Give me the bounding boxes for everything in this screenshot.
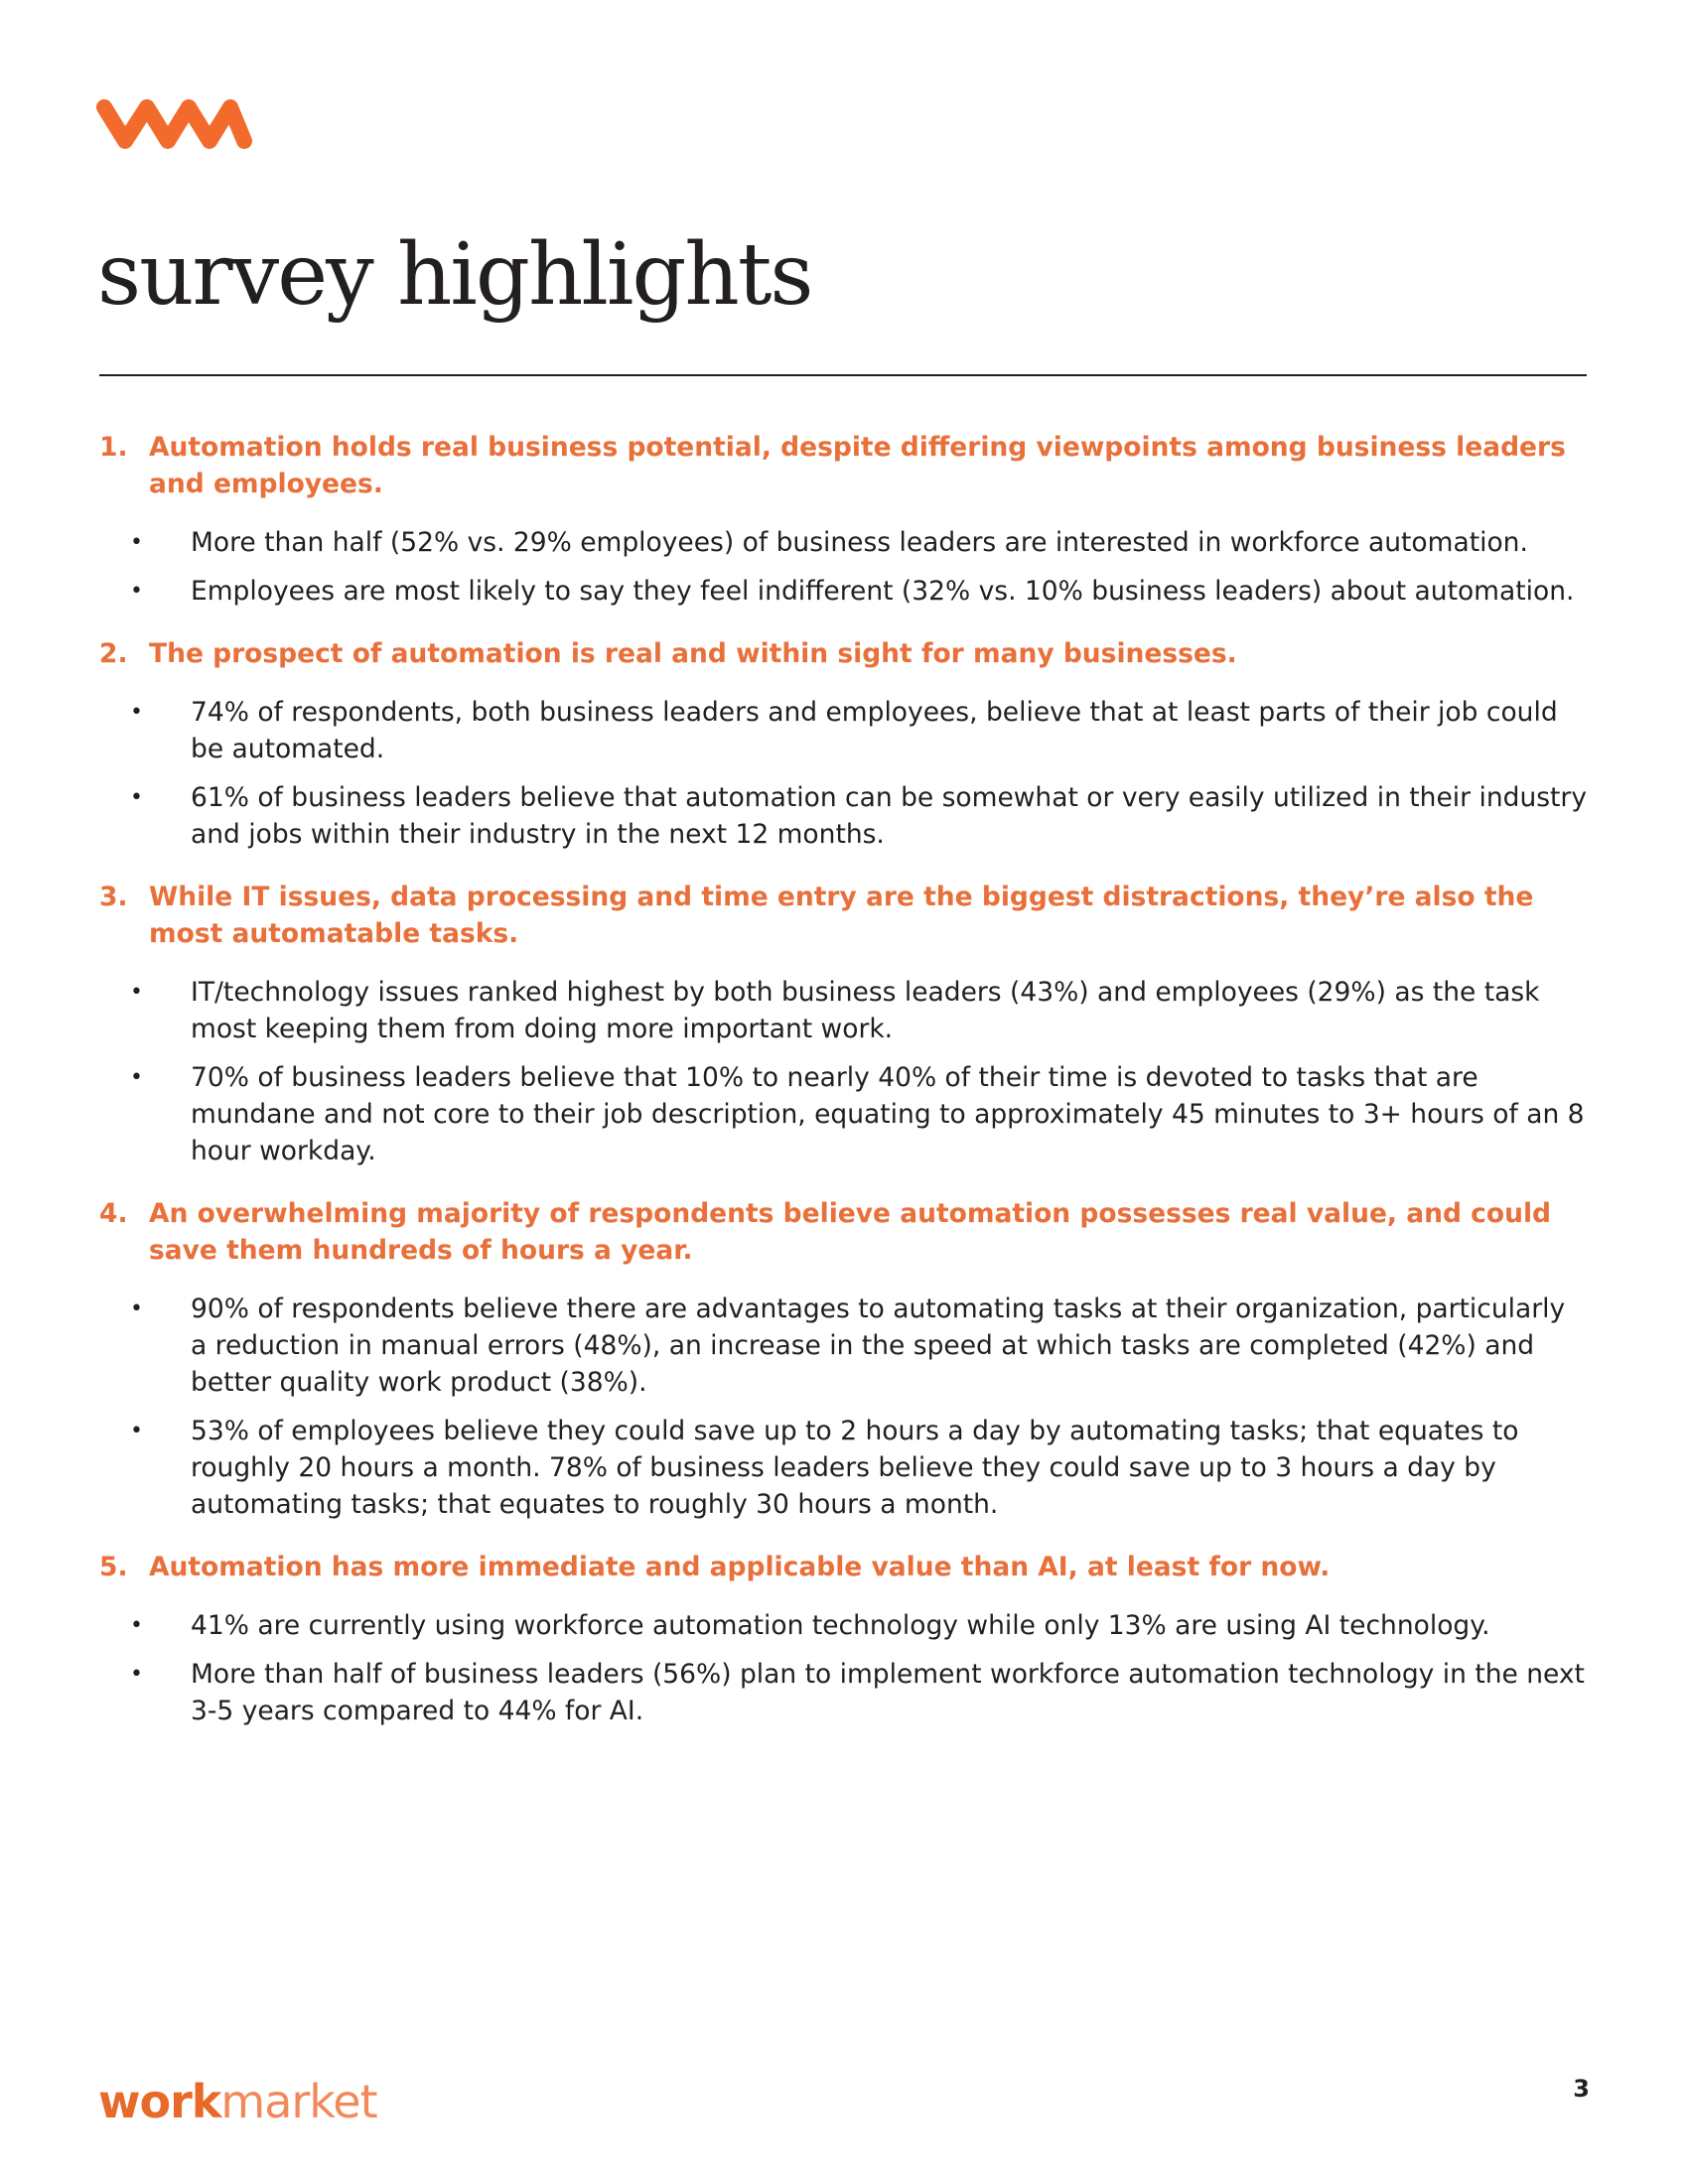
bullet-list <box>99 1291 1589 1523</box>
bullet-list <box>99 694 1589 853</box>
section-number: 3. <box>99 882 128 912</box>
highlight-section <box>99 879 1589 1169</box>
section-heading-text: Automation has more immediate and applicable value than AI, at least for now. <box>149 1552 1331 1582</box>
page-title: survey highlights <box>97 225 812 325</box>
section-number: 2. <box>99 638 128 669</box>
bullet-item <box>99 1059 1589 1169</box>
bullet-dot-icon: • <box>130 1419 143 1443</box>
section-heading-text: An overwhelming majority of respondents believe automation possesses real value, and could save them hundreds of hours a year. <box>149 1198 1551 1266</box>
bullet-text: 90% of respondents believe there are advantages to automating tasks at their organization, particularly a reduction in manual errors (48%), an increase in the speed at which tasks are completed (42%) and better quality work product (38%). <box>191 1294 1566 1398</box>
title-divider <box>99 374 1587 376</box>
bullet-dot-icon: • <box>130 579 143 604</box>
bullet-text: Employees are most likely to say they feel indifferent (32% vs. 10% business leaders) about automation. <box>191 576 1575 607</box>
bullet-text: More than half (52% vs. 29% employees) of business leaders are interested in workforce automation. <box>191 527 1528 558</box>
bullet-dot-icon: • <box>130 1613 143 1638</box>
highlight-section <box>99 1195 1589 1523</box>
highlight-section <box>99 1549 1589 1729</box>
section-heading <box>99 1195 1589 1269</box>
section-heading <box>99 879 1589 952</box>
section-heading-text: The prospect of automation is real and within sight for many businesses. <box>149 638 1237 669</box>
highlight-section <box>99 429 1589 610</box>
bullet-item <box>99 974 1589 1047</box>
highlight-section <box>99 635 1589 853</box>
bullet-text: 53% of employees believe they could save up to 2 hours a day by automating tasks; that equates to roughly 20 hours a month. 78% of business leaders believe they could save up to 3 hours a day by automating tasks; that equates to roughly 30 hours a month. <box>191 1416 1519 1520</box>
page-number: 3 <box>1573 2075 1590 2103</box>
bullet-item <box>99 573 1589 610</box>
workmarket-logo: workmarket <box>98 2075 377 2128</box>
bullet-dot-icon: • <box>130 1662 143 1687</box>
bullet-item <box>99 524 1589 561</box>
section-heading-text: Automation holds real business potential, despite differing viewpoints among business leaders and employees. <box>149 432 1566 499</box>
bullet-text: 41% are currently using workforce automation technology while only 13% are using AI technology. <box>191 1610 1490 1641</box>
bullet-list <box>99 974 1589 1169</box>
bullet-list <box>99 1607 1589 1729</box>
bullet-dot-icon: • <box>130 1065 143 1090</box>
section-heading-text: While IT issues, data processing and time entry are the biggest distractions, they’re also the most automatable tasks. <box>149 882 1534 949</box>
bullet-dot-icon: • <box>130 530 143 555</box>
bullet-item <box>99 1607 1589 1644</box>
bullet-dot-icon: • <box>130 785 143 810</box>
bullet-dot-icon: • <box>130 980 143 1005</box>
bullet-dot-icon: • <box>130 1297 143 1321</box>
section-number: 1. <box>99 432 128 463</box>
bullet-text: 61% of business leaders believe that automation can be somewhat or very easily utilized in their industry and jobs within their industry in the next 12 months. <box>191 782 1588 850</box>
bullet-text: More than half of business leaders (56%) plan to implement workforce automation technology in the next 3-5 years compared to 44% for AI. <box>191 1659 1585 1726</box>
bullet-item <box>99 694 1589 767</box>
highlights-list <box>99 429 1589 1755</box>
bullet-text: IT/technology issues ranked highest by both business leaders (43%) and employees (29%) as the task most keeping them from doing more important work. <box>191 977 1540 1044</box>
section-number: 5. <box>99 1552 128 1582</box>
bullet-list <box>99 524 1589 610</box>
bullet-item <box>99 1291 1589 1401</box>
bullet-text: 70% of business leaders believe that 10% to nearly 40% of their time is devoted to tasks that are mundane and not core to their job description, equating to approximately 45 minutes to 3+ hours of an 8 hour workday. <box>191 1062 1585 1166</box>
bullet-text: 74% of respondents, both business leaders and employees, believe that at least parts of their job could be automated. <box>191 697 1558 764</box>
section-number: 4. <box>99 1198 128 1229</box>
bullet-item <box>99 1656 1589 1729</box>
bullet-dot-icon: • <box>130 700 143 725</box>
section-heading <box>99 635 1589 672</box>
bullet-item <box>99 779 1589 853</box>
wm-logo-icon <box>95 87 252 151</box>
bullet-item <box>99 1413 1589 1523</box>
section-heading <box>99 429 1589 502</box>
section-heading <box>99 1549 1589 1585</box>
